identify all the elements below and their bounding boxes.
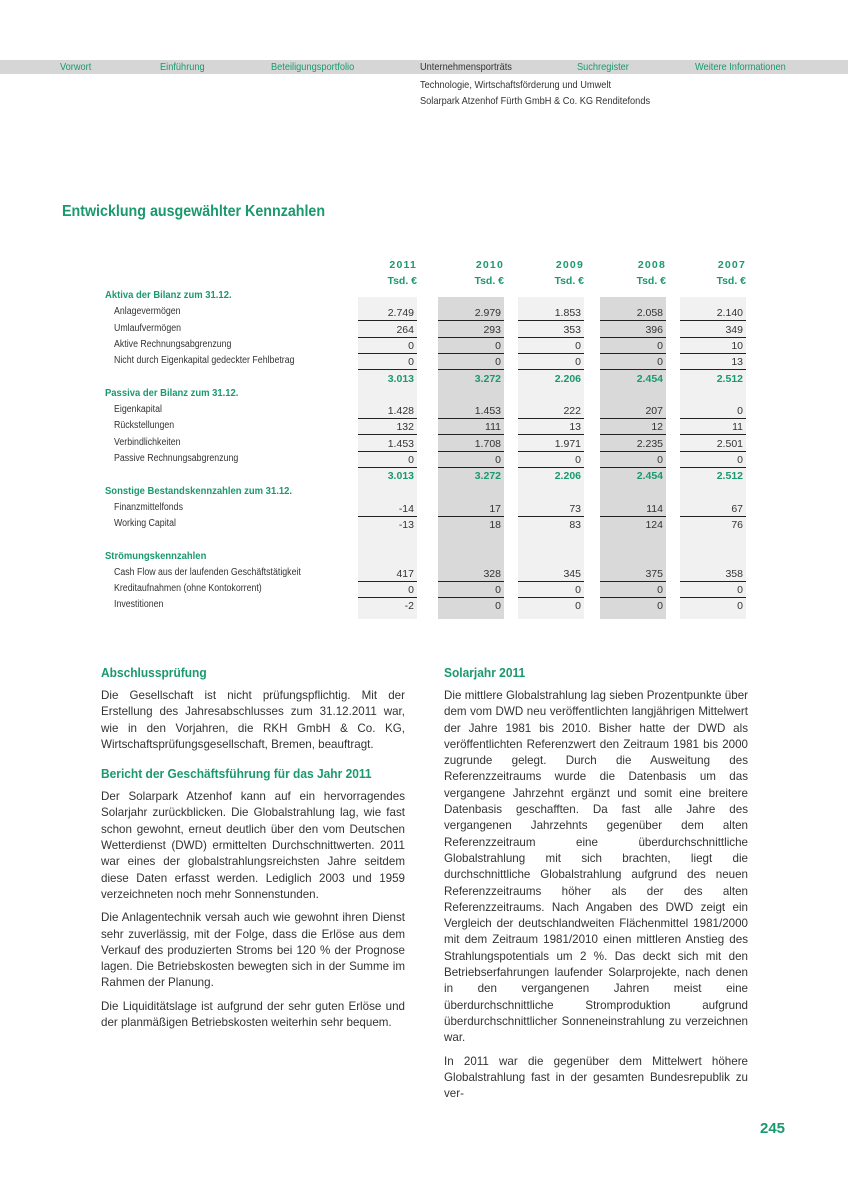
table-cell: 2.749	[358, 305, 417, 321]
table-cell: 0	[358, 452, 417, 468]
row-label: Aktive Rechnungsabgrenzung	[114, 338, 232, 350]
nav-item-weitere-informationen[interactable]: Weitere Informationen	[695, 61, 786, 73]
table-cell: 2.058	[600, 305, 666, 321]
column-header-year: 2011	[389, 259, 417, 271]
section-heading-abschlusspruefung: Abschlussprüfung	[101, 665, 207, 680]
row-label: Finanzmittelfonds	[114, 501, 183, 513]
row-label: Umlaufvermögen	[114, 322, 182, 334]
table-cell: 396	[600, 322, 666, 338]
table-cell: 1.453	[438, 403, 504, 419]
section-label: Aktiva der Bilanz zum 31.12.	[105, 289, 232, 301]
table-cell: 417	[358, 566, 417, 582]
row-label: Anlagevermögen	[114, 306, 181, 318]
table-cell: 0	[358, 338, 417, 354]
section-heading-bericht: Bericht der Geschäftsführung für das Jahr 2011	[101, 766, 372, 782]
table-cell: 328	[438, 566, 504, 582]
table-cell: 1.971	[518, 436, 584, 452]
nav-item-einfuehrung[interactable]: Einführung	[160, 61, 205, 73]
table-cell: 114	[600, 501, 666, 517]
column-header-unit: Tsd. €	[474, 275, 504, 287]
row-label: Investitionen	[114, 599, 164, 611]
row-label: Cash Flow aus der laufenden Geschäftstätigkeit	[114, 566, 301, 578]
table-cell: 111	[438, 419, 504, 435]
table-cell: 67	[680, 501, 746, 517]
table-total-cell: 3.013	[387, 470, 414, 483]
table-cell: 0	[518, 582, 584, 598]
table-cell: 0	[680, 403, 746, 419]
section-label: Passiva der Bilanz zum 31.12.	[105, 386, 239, 399]
table-cell: 264	[358, 322, 417, 338]
row-label: Kreditaufnahmen (ohne Kontokorrent)	[114, 583, 262, 595]
section-label: Strömungskennzahlen	[105, 549, 207, 562]
table-cell: 13	[680, 354, 746, 370]
table-cell: 2.140	[680, 305, 746, 321]
table-cell: -13	[398, 519, 414, 532]
table-total-cell: 2.454	[636, 372, 663, 385]
table-cell: 132	[358, 419, 417, 435]
table-cell: 0	[438, 338, 504, 354]
table-cell: 0	[518, 354, 584, 370]
left-text-column	[101, 665, 405, 1038]
table-cell: 0	[600, 452, 666, 468]
table-cell: 13	[518, 419, 584, 435]
table-cell: 11	[680, 419, 746, 435]
column-header-unit: Tsd. €	[387, 275, 417, 287]
breadcrumb-category: Technologie, Wirtschaftsförderung und Umwelt	[420, 79, 612, 91]
table-cell: 0	[358, 582, 417, 598]
paragraph: Der Solarpark Atzenhof kann auf ein hervorragendes Solarjahr zurückblicken. Die Globalstrahlung lag, wie fast schon gewohnt, erneut deutlich über den vom Deutschen Wetterdienst (DWD) ermittelten Durchschnittwerten. 2011 war eines der globalstrahlungsreichsten Jahre seitdem diese Daten erfasst werden. Lediglich 2003 und 1959 verzeichneten noch mehr Sonnenstunden.	[101, 790, 405, 901]
section-heading-solarjahr: Solarjahr 2011	[444, 665, 526, 680]
column-header-unit: Tsd. €	[716, 275, 746, 287]
table-total-cell: 2.512	[716, 470, 743, 483]
row-label: Verbindlichkeiten	[114, 436, 181, 448]
table-cell: 0	[600, 338, 666, 354]
table-cell: 0	[438, 452, 504, 468]
table-total-cell: 3.013	[387, 372, 414, 385]
page-title: Entwicklung ausgewählter Kennzahlen	[62, 203, 326, 220]
row-label: Nicht durch Eigenkapital gedeckter Fehlbetrag	[114, 355, 295, 367]
table-cell: 2.501	[680, 436, 746, 452]
table-cell: 18	[489, 519, 501, 532]
table-cell: 73	[518, 501, 584, 517]
table-total-cell: 2.206	[554, 372, 581, 385]
row-label: Passive Rechnungsabgrenzung	[114, 453, 239, 464]
table-cell: -14	[358, 501, 417, 517]
table-cell: 17	[438, 501, 504, 517]
table-cell: 0	[438, 354, 504, 370]
paragraph: Die Gesellschaft ist nicht prüfungspflichtig. Mit der Erstellung des Jahresabschlusses zum 31.12.2011 war, wie in den Vorjahren, die RKH GmbH & Co. KG, Wirtschaftsprüfungsgesellschaft, Bremen, beauftragt.	[101, 689, 405, 751]
column-header-year: 2008	[637, 259, 666, 271]
column-header-unit: Tsd. €	[554, 275, 584, 287]
page-number: 245	[760, 1120, 786, 1137]
nav-item-vorwort[interactable]: Vorwort	[60, 61, 92, 73]
table-cell: 12	[600, 419, 666, 435]
table-cell: 0	[657, 600, 663, 613]
table-cell: 207	[600, 403, 666, 419]
table-cell: 1.453	[358, 436, 417, 452]
table-cell: 353	[518, 322, 584, 338]
table-cell: 83	[569, 519, 581, 532]
table-total-cell: 3.272	[474, 372, 501, 385]
table-cell: 0	[737, 600, 743, 613]
breadcrumb-company: Solarpark Atzenhof Fürth GmbH & Co. KG Renditefonds	[420, 95, 651, 107]
table-cell: 124	[645, 519, 663, 532]
table-cell: 0	[680, 582, 746, 598]
table-total-cell: 2.454	[636, 470, 663, 483]
table-cell: 1.708	[438, 436, 504, 452]
right-text-column	[444, 665, 748, 1109]
table-cell: 10	[680, 338, 746, 354]
column-header-year: 2010	[475, 259, 504, 271]
table-cell: 0	[600, 582, 666, 598]
column-header-year: 2007	[717, 259, 746, 271]
nav-item-beteiligungsportfolio[interactable]: Beteiligungsportfolio	[271, 61, 355, 73]
table-cell: -2	[404, 600, 414, 613]
table-cell: 0	[438, 582, 504, 598]
table-cell: 0	[495, 600, 501, 613]
table-cell: 1.428	[358, 403, 417, 419]
table-cell: 0	[358, 354, 417, 370]
table-total-cell: 3.272	[474, 470, 501, 483]
table-cell: 222	[518, 403, 584, 419]
table-cell: 0	[600, 354, 666, 370]
paragraph: Die Anlagentechnik versah auch wie gewohnt ihren Dienst sehr zuverlässig, mit der Folge, dass die Erlöse aus dem Verkauf des produzierten Stroms bei 120 % der Prognose lagen. Die Betriebskosten bewegten sich in der Summe im Rahmen der Planung.	[101, 911, 405, 990]
table-cell: 358	[680, 566, 746, 582]
paragraph: Die Liquiditätslage ist aufgrund der sehr guten Erlöse und der planmäßigen Betriebskosten weiterhin sehr bequem.	[101, 999, 405, 1030]
column-header-unit: Tsd. €	[636, 275, 666, 287]
row-label: Eigenkapital	[114, 404, 162, 416]
table-cell: 375	[600, 566, 666, 582]
table-cell: 345	[518, 566, 584, 582]
table-cell: 349	[680, 322, 746, 338]
table-cell: 2.235	[600, 436, 666, 452]
paragraph: In 2011 war die gegenüber dem Mittelwert höhere Globalstrahlung fast in der gesamten Bundesrepublik zu ver-	[444, 1054, 748, 1101]
table-cell: 2.979	[438, 305, 504, 321]
paragraph: Die mittlere Globalstrahlung lag sieben Prozentpunkte über dem vom DWD neu veröffentlichten langjährigen Mittelwert der Jahre 1981 bis 2010. Bisher hatte der DWD als veröffentlichten Referenzwert den Zeitraum 1981 bis 2000 zugrunde gelegt. Durch die Ausweitung des Referenzzeitraums wurde die Datenbasis um das vergangene Jahrzehnt ergänzt und somit eine breitere Datenbasis geschafften. Da fast alle Jahre des vergangenen Jahrzehnts gegenüber dem alten Referenzzeitraum eine überdurchschnittliche Globalstrahlung mit sich brachten, liegt die durchschnittliche Globalstrahlung aufgrund des neuen Referenzzeitraums höher als der des alten Referenzzeitraums. Nach Angaben des DWD zeigt ein Vergleich der deutschlandweiten Flächenmittel 1981/2000 mit dem Zeitraum 1981/2010 einen mittleren Anstieg des Strahlungspotentials um 2 %. Das deckt sich mit den Betriebserfahrungen laufender Solarprojekte, nach denen in den vergangenen Jahren meist eine überdurchschnittliche Stromproduktion aufgrund überdurchschnittlicher Sonneneinstrahlung zu verzeichnen war.	[444, 689, 748, 1045]
table-cell: 76	[731, 519, 743, 532]
table-cell: 0	[575, 600, 581, 613]
top-navigation	[0, 60, 848, 74]
table-total-cell: 2.206	[554, 470, 581, 483]
table-cell: 0	[518, 452, 584, 468]
row-label: Working Capital	[114, 518, 176, 530]
row-label: Rückstellungen	[114, 420, 175, 432]
table-cell: 0	[518, 338, 584, 354]
column-header-year: 2009	[555, 259, 584, 271]
table-total-cell: 2.512	[716, 372, 743, 385]
table-cell: 293	[438, 322, 504, 338]
table-cell: 1.853	[518, 305, 584, 321]
nav-item-suchregister[interactable]: Suchregister	[577, 61, 629, 73]
section-label: Sonstige Bestandskennzahlen zum 31.12.	[105, 484, 292, 497]
nav-item-unternehmensportraets[interactable]: Unternehmensporträts	[420, 61, 512, 73]
table-cell: 0	[680, 452, 746, 468]
